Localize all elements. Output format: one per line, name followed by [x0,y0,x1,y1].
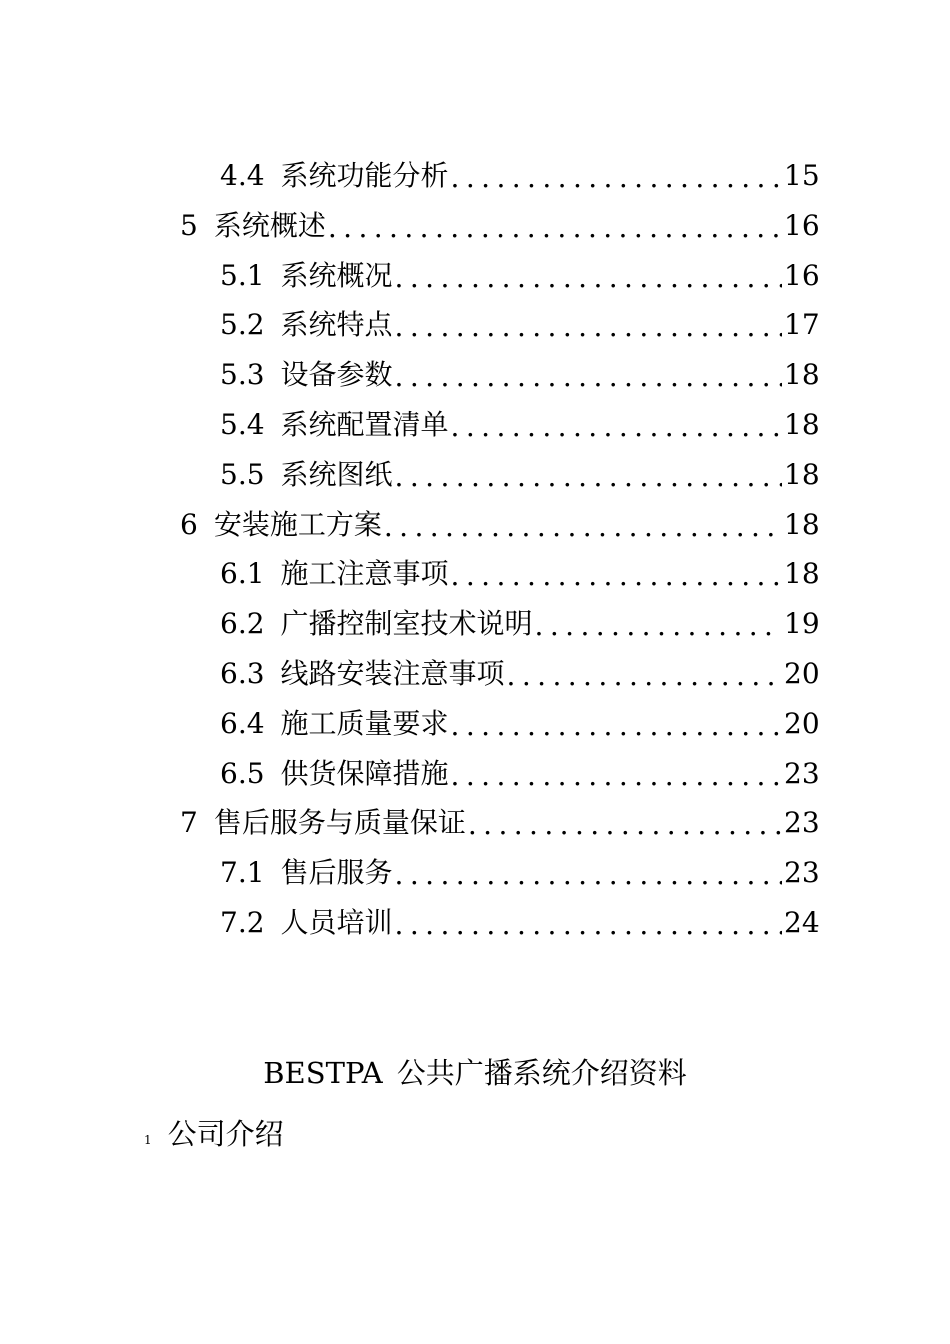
toc-entry-title: 系统配置清单 [280,407,449,441]
toc-entry[interactable] [0,798,950,848]
toc-entry[interactable] [0,350,950,400]
section-title: 公司介绍 [167,1117,284,1151]
toc-entry-page: 18 [784,457,820,491]
toc-entry-number: 6.1 [220,557,265,591]
toc-entry[interactable] [0,450,950,500]
toc-entry-title: 售后服务与质量保证 [213,806,466,840]
toc-entry-number: 4.4 [220,159,265,192]
toc-entry-number: 7.2 [220,905,265,939]
toc-entry-page: 19 [784,607,820,641]
toc-entry-page: 18 [784,557,820,591]
toc-entry-title: 供货保障措施 [280,756,449,790]
toc-entry-page: 17 [784,308,820,342]
toc-entry-page: 18 [784,507,820,541]
toc-entry-number: 5.1 [220,258,265,292]
toc-entry[interactable] [0,549,950,599]
toc-entry-number: 6 [180,507,198,541]
toc-dot-leader [451,701,782,751]
table-of-contents [0,151,950,948]
toc-dot-leader [451,153,782,203]
toc-dot-leader [395,900,782,950]
toc-entry-number: 7.1 [220,856,265,890]
toc-dot-leader [507,651,782,701]
toc-entry-number: 5.2 [220,308,265,342]
toc-entry-title: 售后服务 [280,856,393,890]
toc-entry-page: 24 [784,905,820,939]
toc-entry-number: 5.3 [220,358,265,392]
toc-entry[interactable] [0,749,950,799]
document-title [0,1051,950,1095]
toc-entry-title: 人员培训 [280,905,393,939]
toc-entry-number: 6.5 [220,756,265,790]
toc-entry-page: 23 [784,756,820,790]
toc-entry[interactable] [0,898,950,948]
toc-entry[interactable] [0,400,950,450]
toc-dot-leader [468,800,782,850]
toc-entry-page: 20 [784,656,820,690]
toc-entry[interactable] [0,599,950,649]
toc-entry-page: 15 [784,159,820,192]
toc-entry-title: 施工注意事项 [280,557,449,591]
toc-entry-title: 系统概况 [280,258,393,292]
toc-entry-title: 系统特点 [280,308,393,342]
toc-entry-page: 16 [784,258,820,292]
toc-entry-number: 5.5 [220,457,265,491]
toc-entry[interactable] [0,300,950,350]
toc-entry[interactable] [0,500,950,550]
toc-dot-leader [395,452,782,502]
toc-entry-title: 系统概述 [213,208,326,242]
document-title-text: 公共广播系统介绍资料 [396,1056,687,1090]
toc-dot-leader [328,203,782,253]
toc-entry-number: 6.4 [220,706,265,740]
toc-entry-number: 5.4 [220,407,265,441]
toc-entry-title: 系统图纸 [280,457,393,491]
document-title-brand: BESTPA [263,1056,383,1090]
toc-entry-page: 23 [784,856,820,890]
toc-entry-title: 广播控制室技术说明 [280,607,533,641]
toc-entry-number: 5 [180,208,198,242]
toc-entry[interactable] [0,649,950,699]
toc-dot-leader [384,502,782,552]
toc-entry-title: 系统功能分析 [280,159,449,192]
toc-dot-leader [395,302,782,352]
toc-entry-page: 23 [784,806,820,840]
section-heading [144,1112,284,1156]
toc-entry[interactable] [0,251,950,301]
toc-entry[interactable] [0,201,950,251]
toc-entry-page: 18 [784,358,820,392]
toc-entry[interactable] [0,848,950,898]
toc-entry-page: 16 [784,208,820,242]
toc-entry-title: 设备参数 [280,358,393,392]
toc-dot-leader [451,551,782,601]
toc-dot-leader [395,253,782,303]
toc-entry-page: 18 [784,407,820,441]
toc-entry-number: 6.2 [220,607,265,641]
toc-entry[interactable] [0,699,950,749]
toc-dot-leader [535,601,782,651]
section-number: 1 [144,1133,152,1147]
toc-dot-leader [451,402,782,452]
toc-dot-leader [451,751,782,801]
toc-entry-number: 7 [180,806,198,840]
toc-entry-title: 安装施工方案 [213,507,382,541]
toc-entry-number: 6.3 [220,656,265,690]
toc-entry-title: 施工质量要求 [280,706,449,740]
toc-entry-page: 20 [784,706,820,740]
toc-entry[interactable] [0,151,950,201]
toc-entry-title: 线路安装注意事项 [280,656,505,690]
toc-dot-leader [395,352,782,402]
toc-dot-leader [395,850,782,900]
